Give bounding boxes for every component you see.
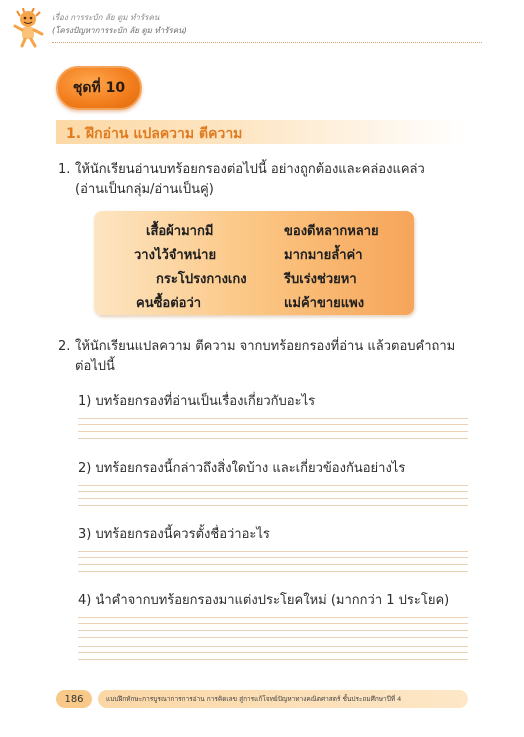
answer-line[interactable] <box>78 438 468 439</box>
poem-line-4b: แม่ค้าขายแพง <box>284 296 365 311</box>
question-1-line-1: ให้นักเรียนอ่านบทร้อยกรองต่อไปนี้ อย่างถูกต้องและคล่องแคล่ว <box>75 162 425 177</box>
question-1 <box>58 160 478 202</box>
question-1-number: 1. <box>58 162 71 177</box>
answer-line[interactable] <box>78 431 468 432</box>
sub-question-2: 2) บทร้อยกรองนี้กล่าวถึงสิ่งใดบ้าง และเกี่ยวข้องกันอย่างไร <box>78 461 406 476</box>
section-title: 1. ฝึกอ่าน แปลความ ตีความ <box>66 126 243 142</box>
question-1-line-2: (อ่านเป็นกลุ่ม/อ่านเป็นคู่) <box>75 182 214 197</box>
section-heading <box>56 120 466 144</box>
poem-line-3a: กระโปรงกางเกง <box>156 272 247 287</box>
footer-bar <box>98 690 468 708</box>
question-2-number: 2. <box>58 339 71 354</box>
answer-line[interactable] <box>78 623 468 624</box>
page-number: 186 <box>64 693 84 705</box>
answer-line[interactable] <box>78 424 468 425</box>
header-divider <box>52 42 482 43</box>
answer-line[interactable] <box>78 571 468 572</box>
question-2-line-2: ต่อไปนี้ <box>75 359 115 374</box>
page-number-badge <box>56 690 92 708</box>
poem-box <box>94 211 414 315</box>
poem-line-2a: วางไว้จำหน่าย <box>134 248 217 263</box>
answer-line[interactable] <box>78 630 468 631</box>
poem-line-2b: มากมายล้ำค่า <box>284 248 363 263</box>
sub-question-4: 4) นำคำจากบทร้อยกรองมาแต่งประโยคใหม่ (มากกว่า 1 ประโยค) <box>78 593 450 608</box>
answer-line[interactable] <box>78 617 468 618</box>
sub-question-1: 1) บทร้อยกรองที่อ่านเป็นเรื่องเกี่ยวกับอะไร <box>78 394 316 409</box>
header-line-2: (โครงปัญหาการระบัก ลัย ตูม ทำรัรคน) <box>52 26 187 35</box>
set-badge <box>56 66 142 110</box>
sub-question-3: 3) บทร้อยกรองนี้ควรตั้งชื่อว่าอะไร <box>78 527 270 542</box>
set-label: ชุดที่ 10 <box>72 80 126 96</box>
poem-line-3b: รีบเร่งช่วยหา <box>284 272 357 287</box>
answer-line[interactable] <box>78 557 468 558</box>
poem-line-4a: คนซื้อต่อว่า <box>136 296 202 311</box>
answer-line[interactable] <box>78 637 468 638</box>
poem-line-1a: เสื้อผ้ามากมี <box>146 224 214 239</box>
footer-text: แบบฝึกทักษะการบูรณาการการอ่าน การคิดเลข สู่การแก้โจทย์ปัญหาทางคณิตศาสตร์ ชั้นประถมศึกษาปีที่ 4 <box>106 695 402 703</box>
answer-line[interactable] <box>78 505 468 506</box>
answer-line[interactable] <box>78 659 468 660</box>
answer-line[interactable] <box>78 491 468 492</box>
answer-line[interactable] <box>78 646 468 647</box>
answer-line[interactable] <box>78 564 468 565</box>
cartoon-mascot-icon <box>12 8 46 48</box>
question-2-line-1: ให้นักเรียนแปลความ ตีความ จากบทร้อยกรองที่อ่าน แล้วตอบคำถาม <box>75 339 456 354</box>
question-2 <box>58 337 478 379</box>
answer-line[interactable] <box>78 485 468 486</box>
page-header <box>12 8 482 48</box>
answer-line[interactable] <box>78 652 468 653</box>
answer-line[interactable] <box>78 551 468 552</box>
poem-line-1b: ของดีหลากหลาย <box>284 224 379 239</box>
header-line-1: เรื่อง การระบัก ลัย ตูม ทำรัรคน <box>52 13 160 22</box>
answer-line[interactable] <box>78 418 468 419</box>
answer-line[interactable] <box>78 498 468 499</box>
